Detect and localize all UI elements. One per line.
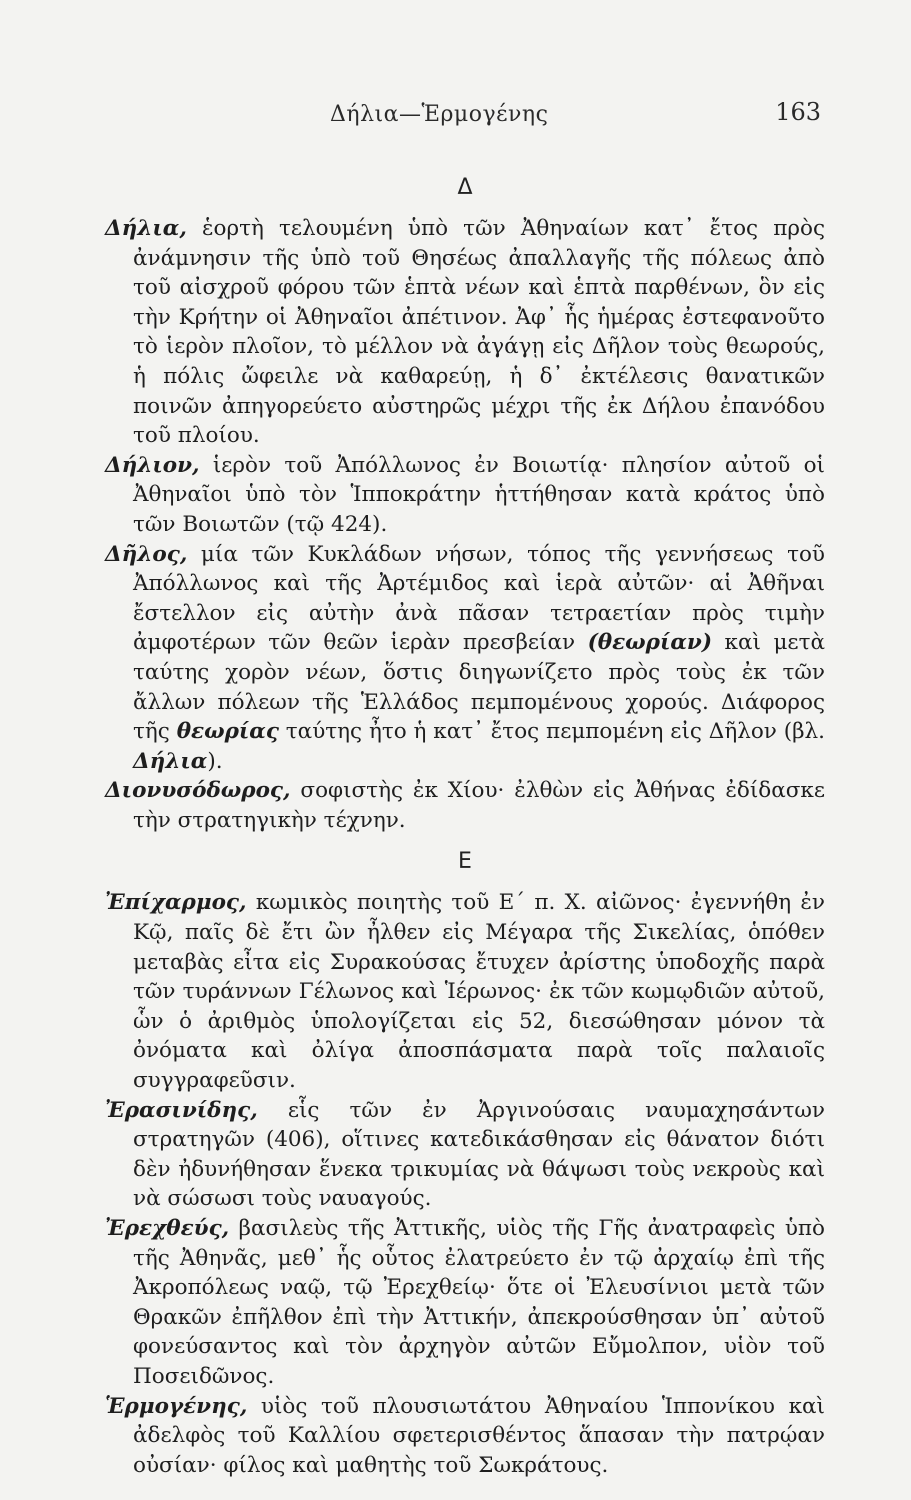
entry-text: σοφιστὴς ἐκ Χίου· ἐλθὼν εἰς Ἀθήνας ἐδίδασκε τὴν στρατηγικὴν τέχνην.	[133, 778, 825, 833]
entry-reference: θεωρίας	[176, 719, 279, 745]
entry-text: μία τῶν Κυκλάδων νήσων, τόπος τῆς γεννήσεως τοῦ Ἀπόλλωνος καὶ τῆς Ἀρτέμιδος καὶ ἱερὰ αὐτῶν· αἱ Ἀθῆναι ἔστελλον εἰς αὐτὴν ἀνὰ πᾶσαν τετραετίαν πρὸς τιμὴν ἀμφοτέρων τῶν θεῶν ἱερὰν πρεσβείαν	[133, 541, 825, 656]
entry-text: ἑορτὴ τελουμένη ὑπὸ τῶν Ἀθηναίων κατ᾽ ἔτος πρὸς ἀνάμνησιν τῆς ὑπὸ τοῦ Θησέως ἀπαλλαγῆς τῆς πόλεως ἀπὸ τοῦ αἰσχροῦ φόρου τῶν ἑπτὰ νέων καὶ ἑπτὰ παρθένων, ὃν εἰς τὴν Κρήτην οἱ Ἀθηναῖοι ἀπέτινον. Ἀφ᾽ ἧς ἡμέρας ἐστεφανοῦτο τὸ ἱερὸν πλοῖον, τὸ μέλλον νὰ ἀγάγῃ εἰς Δῆλον τοὺς θεωρούς, ἡ πόλις ὤφειλε νὰ καθαρεύῃ, ἡ δ᾽ ἐκτέλεσις θανατικῶν ποινῶν ἀπηγορεύετο αὐστηρῶς μέχρι τῆς ἐκ Δήλου ἐπανόδου τοῦ πλοίου.	[133, 216, 825, 449]
entry-term: Δῆλος,	[105, 541, 188, 567]
entry-text: ἱερὸν τοῦ Ἀπόλλωνος ἐν Βοιωτίᾳ· πλησίον αὐτοῦ οἱ Ἀθηναῖοι ὑπὸ τὸν Ἱπποκράτην ἡττήθησαν κατὰ κράτος ὑπὸ τῶν Βοιωτῶν (τῷ 424).	[133, 452, 825, 537]
entry-text: κωμικὸς ποιητὴς τοῦ Ε´ π. Χ. αἰῶνος· ἐγεννήθη ἐν Κῷ, παῖς δὲ ἔτι ὢν ἦλθεν εἰς Μέγαρα τῆς Σικελίας, ὁπόθεν μεταβὰς εἶτα εἰς Συρακούσας ἔτυχεν ἀρίστης ὑποδοχῆς παρὰ τῶν τυράννων Γέλωνος καὶ Ἱέρωνος· ἐκ τῶν κωμῳδιῶν αὐτοῦ, ὧν ὁ ἀριθμὸς ὑπολογίζεται εἰς 52, διεσώθησαν μόνον τὰ ὀνόματα καὶ ὀλίγα ἀποσπάσματα παρὰ τοῖς παλαιοῖς συγγραφεῦσιν.	[133, 890, 825, 1094]
entry-term: Ἐρεχθεύς,	[105, 1216, 230, 1241]
entry-hermogenes	[105, 1392, 825, 1481]
running-title: Δήλια—Ἑρμογένης	[330, 102, 549, 127]
entry-delion	[105, 451, 825, 540]
entry-term: Διονυσόδωρος,	[105, 778, 291, 804]
entry-term: Ἐρασινίδης,	[105, 1097, 258, 1123]
entry-reference: (θεωρίαν)	[587, 630, 712, 656]
entry-text: ).	[207, 748, 223, 774]
entry-text: υἱὸς τοῦ πλουσιωτάτου Ἀθηναίου Ἱππονίκου καὶ ἀδελφὸς τοῦ Καλλίου σφετερισθέντος ἅπασαν τὴν πατρῴαν οὐσίαν· φίλος καὶ μαθητὴς τοῦ Σωκράτους.	[133, 1393, 825, 1478]
entry-term: Δήλια,	[105, 216, 187, 241]
entry-text: ταύτης ἦτο ἡ κατ᾽ ἔτος πεμπομένη εἰς Δῆλον (βλ.	[278, 719, 825, 745]
entry-term: Ἐπίχαρμος,	[105, 890, 247, 916]
entry-delos	[105, 540, 825, 777]
entry-term: Δήλιον,	[105, 452, 200, 478]
entry-text: εἷς τῶν ἐν Ἀργινούσαις ναυμαχησάντων στρατηγῶν (406), οἵτινες κατεδικάσθησαν εἰς θάνατον διότι δὲν ἠδυνήθησαν ἕνεκα τρικυμίας νὰ θάψωσι τοὺς νεκροὺς καὶ νὰ σώσωσι τοὺς ναυαγούς.	[133, 1097, 825, 1212]
page-header	[0, 96, 911, 136]
page-number: 163	[775, 98, 821, 126]
entry-text: καὶ μετὰ ταύτης χορὸν νέων, ὅστις διηγωνίζετο πρὸς τοὺς ἐκ τῶν ἄλλων πόλεων τῆς Ἑλλάδος πεμπομένους χορούς. Διάφορος τῆς	[133, 630, 825, 745]
entry-reference: Δήλια	[133, 748, 208, 774]
entry-epicharmos	[105, 888, 825, 1095]
entry-delia	[105, 214, 825, 451]
section-letter-epsilon: Ε	[458, 849, 472, 875]
entry-term: Ἑρμογένης,	[105, 1393, 248, 1419]
entry-dionysodoros	[105, 776, 825, 835]
entry-text: βασιλεὺς τῆς Ἀττικῆς, υἱὸς τῆς Γῆς ἀνατραφεὶς ὑπὸ τῆς Ἀθηνᾶς, μεθ᾽ ἧς οὗτος ἐλατρεύετο ἐν τῷ ἀρχαίῳ ἐπὶ τῆς Ἀκροπόλεως ναῷ, τῷ Ἐρεχθείῳ· ὅτε οἱ Ἐλευσίνιοι μετὰ τῶν Θρακῶν ἐπῆλθον ἐπὶ τὴν Ἀττικήν, ἀπεκρούσθησαν ὑπ᾽ αὐτοῦ φονεύσαντος καὶ τὸν ἀρχηγὸν αὐτῶν Εὔμολπον, υἱὸν τοῦ Ποσειδῶνος.	[133, 1216, 825, 1389]
entry-erechtheus	[105, 1214, 825, 1392]
entry-erasinides	[105, 1096, 825, 1214]
page-body	[105, 175, 825, 1480]
section-letter-delta: Δ	[457, 175, 473, 200]
